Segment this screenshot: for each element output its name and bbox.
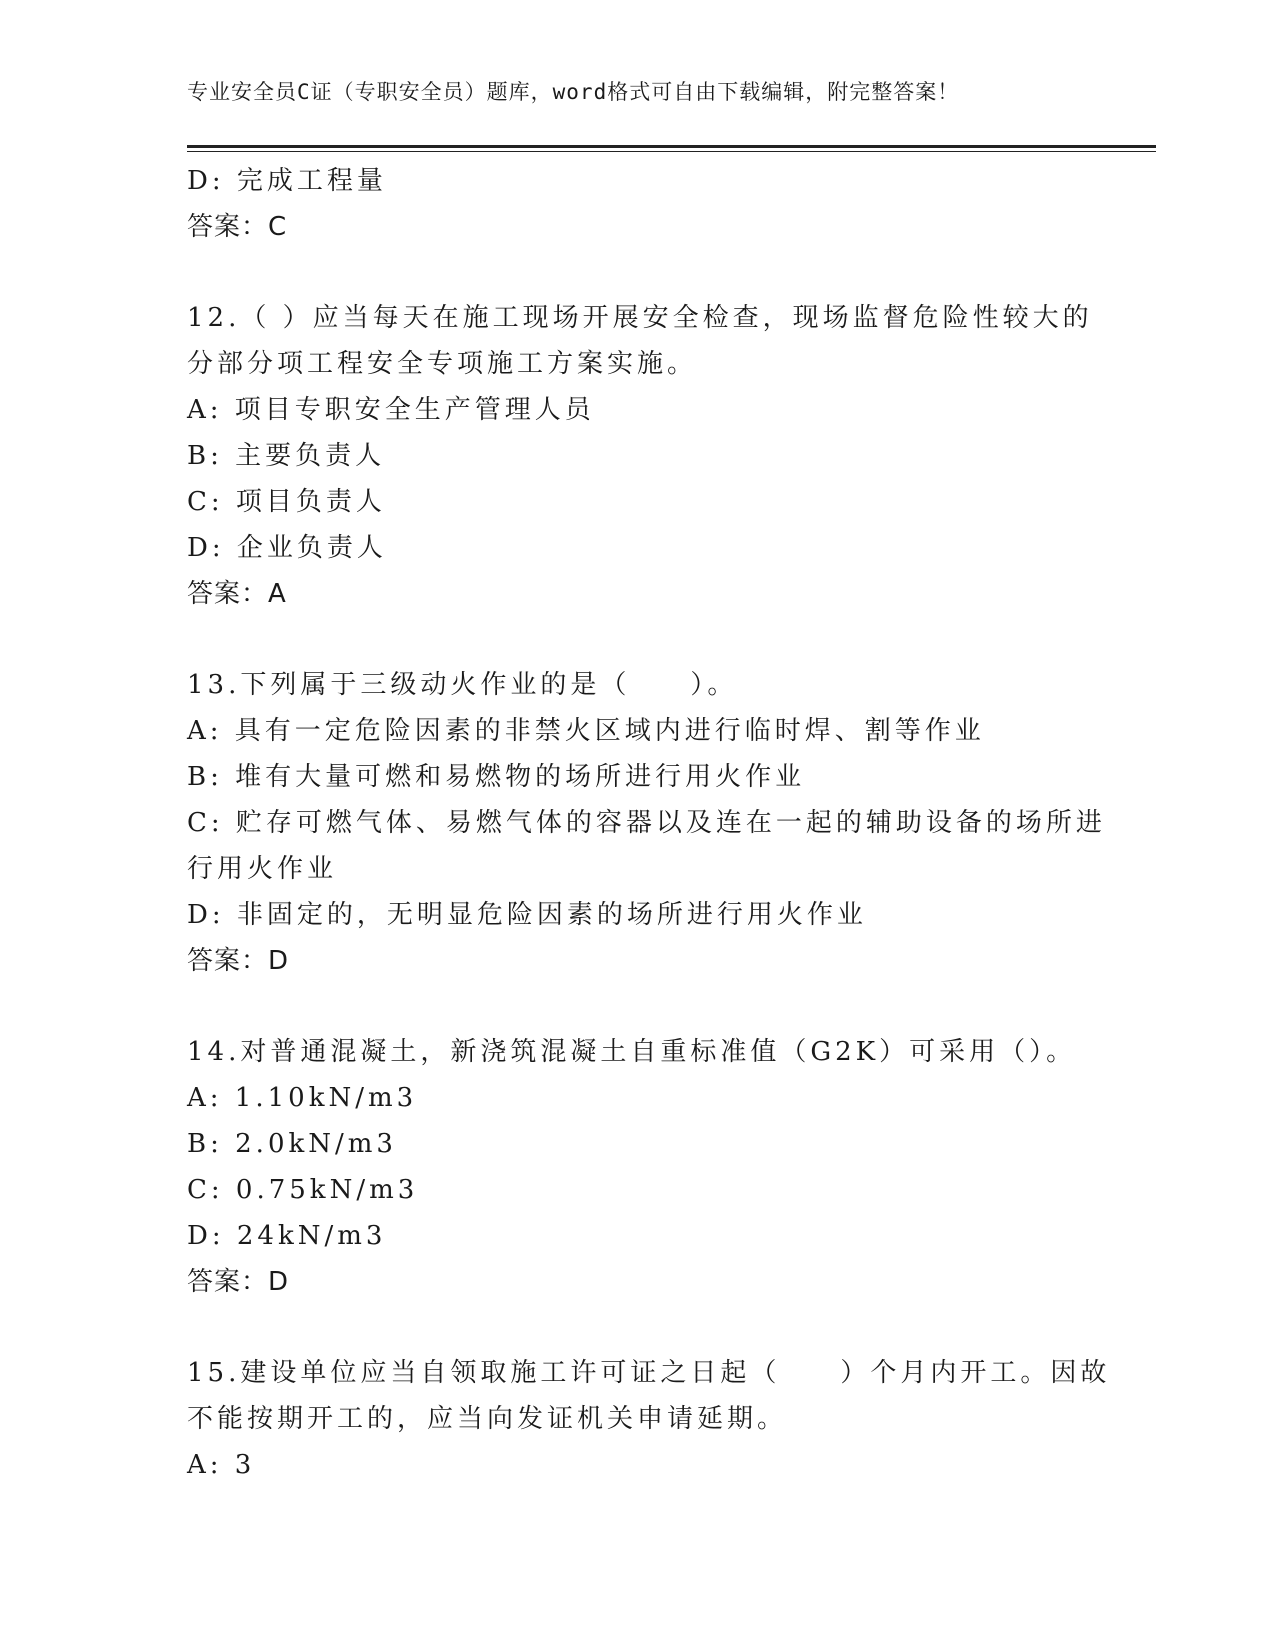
- page-header: 专业安全员C证（专职安全员）题库，word格式可自由下载编辑，附完整答案！: [187, 80, 960, 104]
- option-c: C: 项目负责人: [187, 487, 386, 517]
- option-b: B: 2.0kN/m3: [187, 1129, 397, 1159]
- option-c: C: 0.75kN/m3: [187, 1175, 419, 1205]
- question-stem: 14.对普通混凝土，新浇筑混凝土自重标准值（G2K）可采用（）。: [187, 1037, 1077, 1067]
- option-a: A: 项目专职安全生产管理人员: [187, 395, 595, 425]
- spacer: [187, 984, 1087, 1029]
- answer: 答案：A: [187, 579, 287, 609]
- question-stem: 12.（ ）应当每天在施工现场开展安全检查，现场监督危险性较大的: [187, 303, 1093, 333]
- option-b: B: 主要负责人: [187, 441, 386, 471]
- option-a: A: 3: [187, 1450, 256, 1480]
- header-rule-thin: [187, 151, 1156, 152]
- spacer: [187, 1305, 1087, 1350]
- option-d: D: 非固定的，无明显危险因素的场所进行用火作业: [187, 900, 867, 930]
- question-stem: 13.下列属于三级动火作业的是（ ）。: [187, 670, 738, 700]
- option-a: A: 1.10kN/m3: [187, 1083, 418, 1113]
- question-12: [187, 295, 1093, 617]
- header-rule-thick: [187, 145, 1156, 148]
- question-15: [187, 1350, 1111, 1488]
- spacer: [187, 617, 1087, 662]
- option-d: D: 完成工程量: [187, 166, 387, 196]
- option-c: C: 贮存可燃气体、易燃气体的容器以及连在一起的辅助设备的场所进: [187, 808, 1106, 838]
- question-14: [187, 1029, 1087, 1305]
- question-stem: 15.建设单位应当自领取施工许可证之日起（ ）个月内开工。因故: [187, 1358, 1111, 1388]
- answer: 答案：D: [187, 946, 290, 976]
- answer: 答案：D: [187, 1267, 290, 1297]
- question-list: [187, 158, 1111, 1488]
- option-d: D: 企业负责人: [187, 533, 387, 563]
- option-a: A: 具有一定危险因素的非禁火区域内进行临时焊、割等作业: [187, 716, 985, 746]
- spacer: [187, 250, 1087, 295]
- option-d: D: 24kN/m3: [187, 1221, 387, 1251]
- question-stem-continued: 分部分项工程安全专项施工方案实施。: [187, 349, 698, 379]
- question-13: [187, 662, 1106, 984]
- option-c-continued: 行用火作业: [187, 854, 338, 884]
- option-b: B: 堆有大量可燃和易燃物的场所进行用火作业: [187, 762, 806, 792]
- answer: 答案：C: [187, 212, 288, 242]
- question-stem-continued: 不能按期开工的，应当向发证机关申请延期。: [187, 1404, 788, 1434]
- question-11: [187, 158, 1087, 250]
